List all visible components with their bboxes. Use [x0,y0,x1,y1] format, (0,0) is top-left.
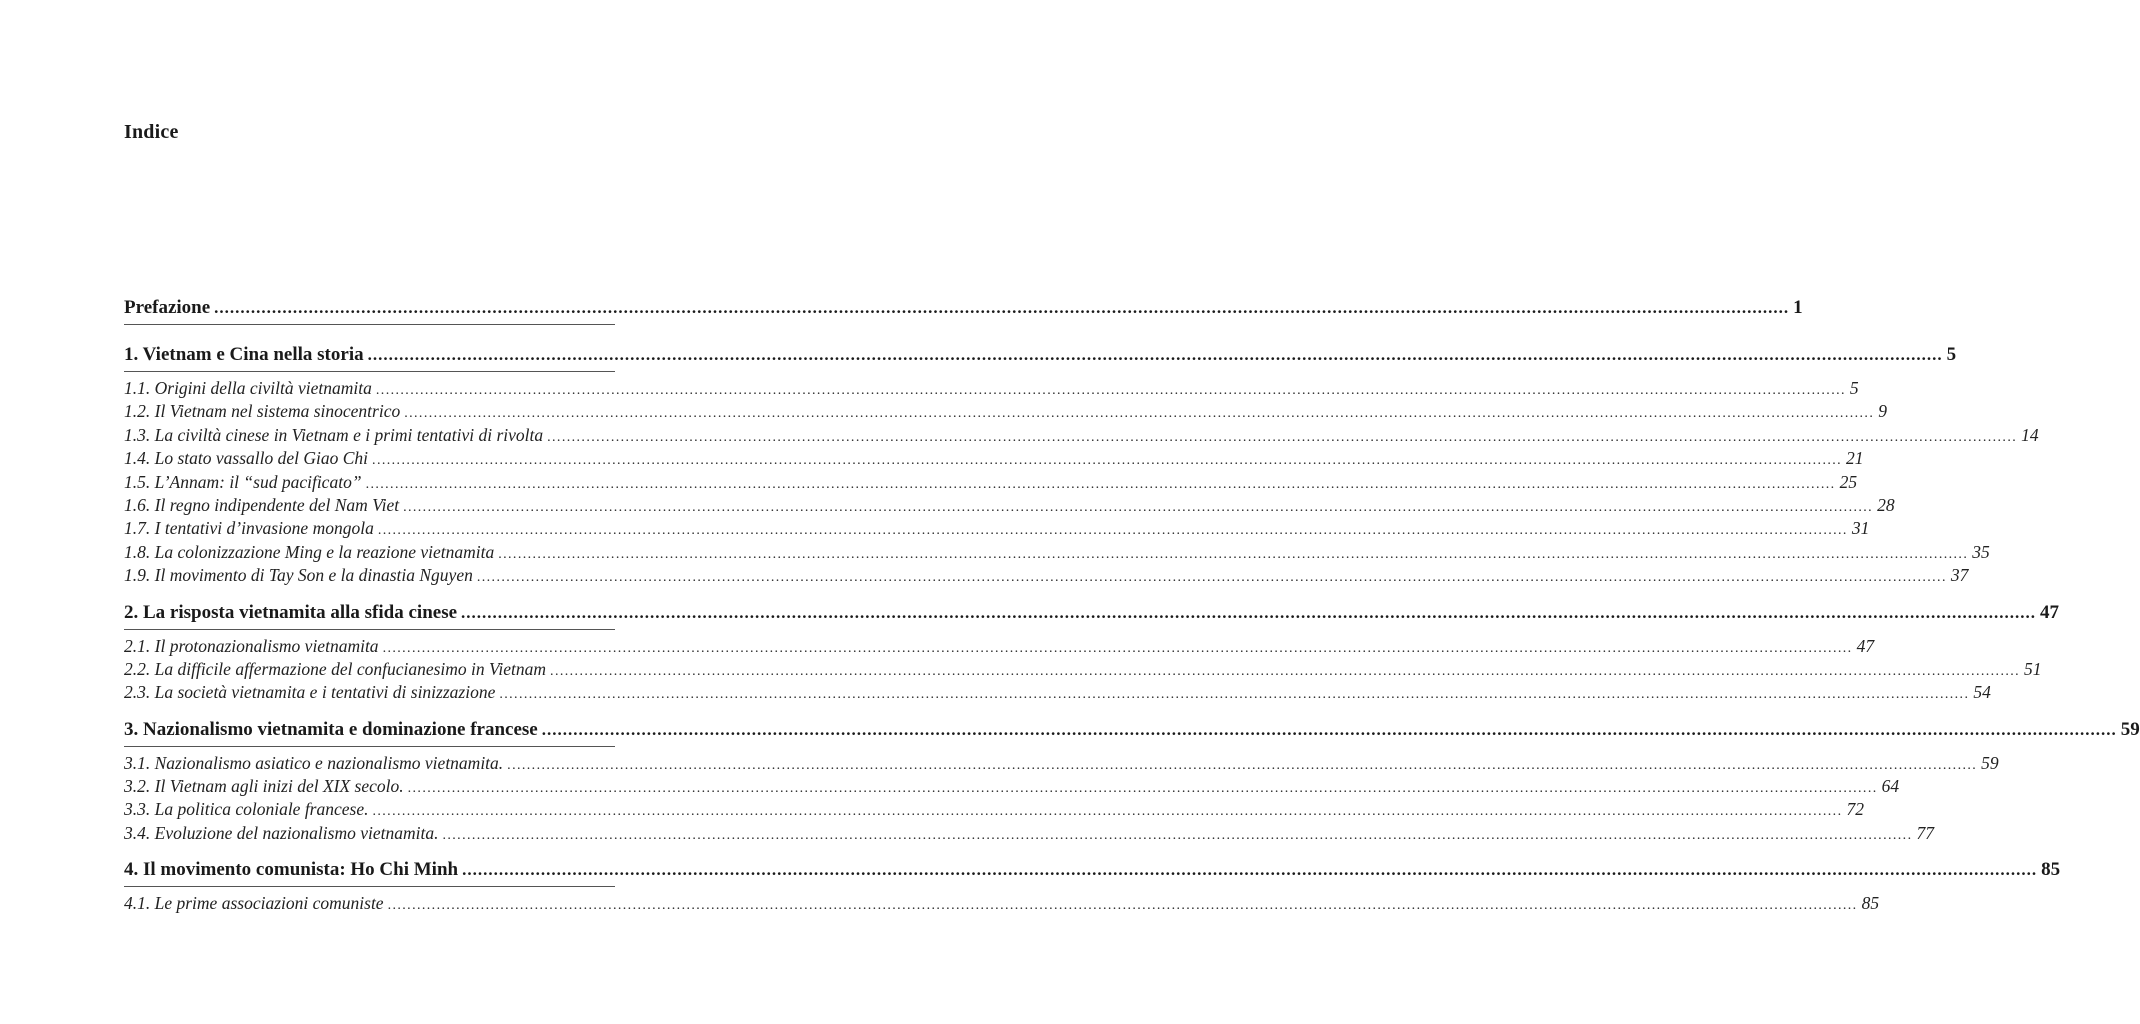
chapter-title: 3. Nazionalismo vietnamita e dominazione francese [124,718,538,740]
section-page-number: 64 [1881,776,1900,797]
section-title: 2.1. Il protonazionalismo vietnamita [124,635,379,656]
section-page-number: 21 [1846,448,1864,469]
dot-leader: ............................................................................................................................................................................................................................................................................................................ [372,804,1843,820]
chapter-title: Prefazione [124,297,211,318]
section-title: 3.1. Nazionalismo asiatico e nazionalismo vietnamita. [124,752,504,773]
chapter-page-number: 1 [1793,297,1803,318]
dot-leader: ............................................................................................................................................................................................................................................................................................................ [214,298,1790,317]
chapter-page-number: 47 [2040,601,2060,623]
dot-leader: ............................................................................................................................................................................................................................................................................................................ [403,499,1874,515]
section-title: 1.5. L’Annam: il “sud pacificato” [124,471,362,492]
dot-leader: ............................................................................................................................................................................................................................................................................................................ [507,757,1978,773]
section-title: 3.4. Evoluzione del nazionalismo vietnamita. [124,822,439,843]
toc-chapter-entry[interactable] [124,717,2140,742]
toc-section-entry[interactable] [124,635,1875,658]
toc-section-entry[interactable] [124,424,2039,447]
toc-chapter-entry[interactable] [124,857,2061,882]
chapter-divider [124,324,615,325]
section-page-number: 47 [1856,635,1875,656]
section-page-number: 37 [1950,565,1969,586]
toc-chapter-entry[interactable] [124,342,1957,367]
dot-leader: ............................................................................................................................................................................................................................................................................................................ [442,827,1913,843]
chapter-page-number: 5 [1946,344,1957,365]
dot-leader: ............................................................................................................................................................................................................................................................................................................ [547,429,2018,445]
chapter-page-number: 59 [2120,718,2140,740]
section-title: 1.7. I tentativi d’invasione mongola [124,518,374,539]
dot-leader: ............................................................................................................................................................................................................................................................................................................ [367,345,1943,364]
toc-chapter-entry[interactable] [124,600,2060,625]
section-title: 1.2. Il Vietnam nel sistema sinocentrico [124,401,401,422]
section-title: 1.6. Il regno indipendente del Nam Viet [124,494,400,515]
dot-leader: ............................................................................................................................................................................................................................................................................................................ [372,453,1843,469]
dot-leader: ............................................................................................................................................................................................................................................................................................................ [404,406,1875,422]
dot-leader: ............................................................................................................................................................................................................................................................................................................ [476,570,1947,586]
dot-leader: ............................................................................................................................................................................................................................................................................................................ [550,663,2021,679]
toc-section-entry[interactable] [124,447,1864,470]
dot-leader: ............................................................................................................................................................................................................................................................................................................ [499,687,1970,703]
toc-section-entry[interactable] [124,471,1858,494]
section-title: 1.4. Lo stato vassallo del Giao Chi [124,448,369,469]
chapter-title: 2. La risposta vietnamita alla sfida cinese [124,601,458,623]
section-title: 2.3. La società vietnamita e i tentativi di sinizzazione [124,682,496,703]
dot-leader: ............................................................................................................................................................................................................................................................................................................ [365,476,1836,492]
chapter-gap [124,330,615,342]
section-page-number: 54 [1973,682,1991,703]
section-title: 3.2. Il Vietnam agli inizi del XIX secolo. [124,776,404,797]
section-title: 1.8. La colonizzazione Ming e la reazione vietnamita [124,541,495,562]
chapter-divider [124,886,615,887]
toc-section-entry[interactable] [124,752,1999,775]
toc-section-entry[interactable] [124,517,1870,540]
dot-leader: ............................................................................................................................................................................................................................................................................................................ [382,640,1853,656]
section-page-number: 31 [1851,518,1870,539]
section-title: 2.2. La difficile affermazione del confucianesimo in Vietnam [124,658,547,679]
dot-leader: ............................................................................................................................................................................................................................................................................................................ [462,860,2038,880]
toc-section-entry[interactable] [124,564,1969,587]
chapter-page-number: 85 [2041,859,2061,881]
toc-section-entry[interactable] [124,377,1859,400]
section-title: 1.3. La civiltà cinese in Vietnam e i primi tentativi di rivolta [124,424,544,445]
section-title: 4.1. Le prime associazioni comuniste [124,893,384,914]
section-page-number: 35 [1972,541,1990,562]
toc-section-entry[interactable] [124,892,1880,915]
section-page-number: 77 [1916,822,1934,843]
chapter-divider [124,371,615,372]
dot-leader: ............................................................................................................................................................................................................................................................................................................ [498,546,1969,562]
toc-section-entry[interactable] [124,541,1990,564]
page-title: Indice [124,121,179,143]
chapter-divider [124,746,615,747]
chapter-title: 4. Il movimento comunista: Ho Chi Minh [124,859,459,881]
dot-leader: ............................................................................................................................................................................................................................................................................................................ [377,523,1848,539]
toc-section-entry[interactable] [124,494,1895,517]
section-page-number: 9 [1878,401,1887,422]
section-title: 3.3. La politica coloniale francese. [124,799,369,820]
toc-chapter-entry[interactable] [124,295,1803,320]
toc-section-entry[interactable] [124,775,1900,798]
table-of-contents [124,295,2140,916]
section-page-number: 85 [1861,893,1880,914]
dot-leader: ............................................................................................................................................................................................................................................................................................................ [541,719,2117,739]
section-page-number: 28 [1877,494,1895,515]
toc-section-entry[interactable] [124,400,1887,423]
toc-section-entry[interactable] [124,658,2042,681]
section-page-number: 5 [1849,378,1859,398]
section-title: 1.9. Il movimento di Tay Son e la dinastia Nguyen [124,565,473,586]
section-page-number: 25 [1839,471,1858,492]
toc-section-entry[interactable] [124,798,1864,821]
dot-leader: ............................................................................................................................................................................................................................................................................................................ [387,898,1858,914]
section-page-number: 72 [1846,799,1864,820]
toc-section-entry[interactable] [124,681,1991,704]
section-title: 1.1. Origini della civiltà vietnamita [124,378,372,398]
section-page-number: 51 [2024,658,2042,679]
chapter-divider [124,629,615,630]
dot-leader: ............................................................................................................................................................................................................................................................................................................ [375,383,1846,398]
section-page-number: 59 [1981,752,1999,773]
chapter-title: 1. Vietnam e Cina nella storia [124,344,364,365]
section-page-number: 14 [2021,424,2039,445]
dot-leader: ............................................................................................................................................................................................................................................................................................................ [407,781,1878,797]
toc-section-entry[interactable] [124,822,1934,845]
dot-leader: ............................................................................................................................................................................................................................................................................................................ [461,602,2037,622]
